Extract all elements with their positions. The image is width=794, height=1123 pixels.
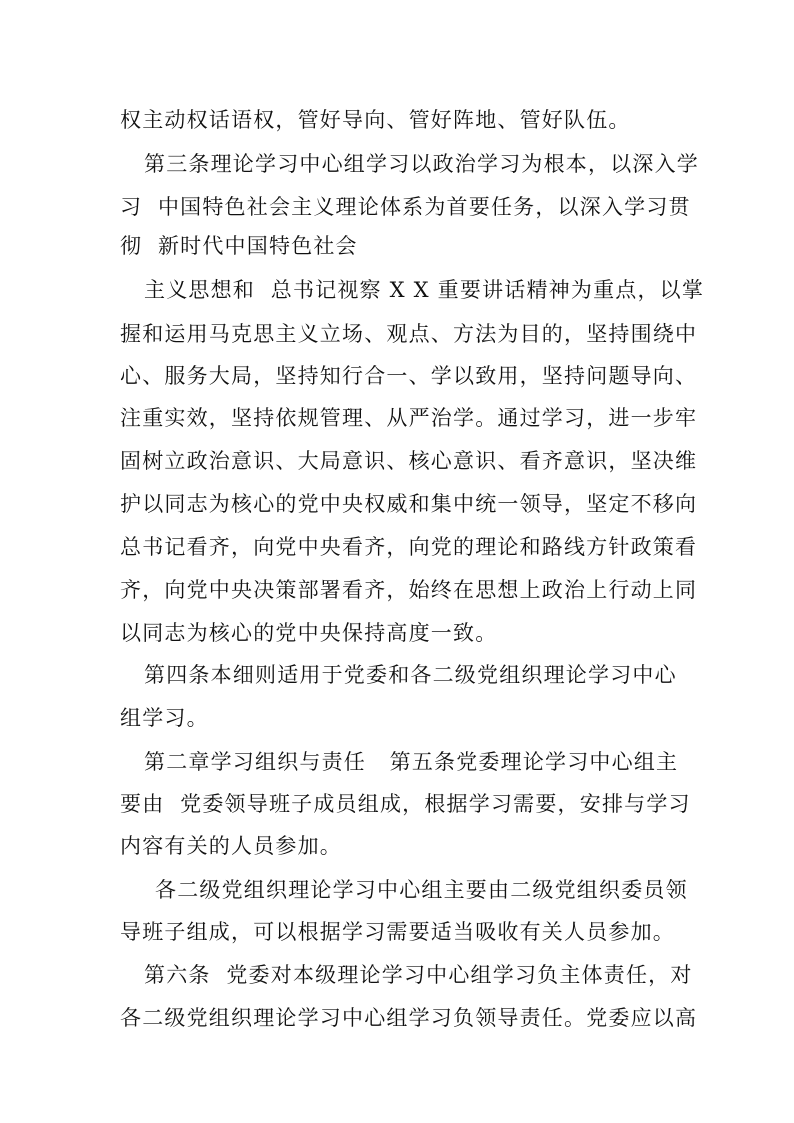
text-line: 内容有关的人员参加。: [120, 834, 342, 858]
text-line: 第四条本细则适用于党委和各二级党组织理论学习中心: [144, 663, 677, 687]
text-line: 护以同志为核心的党中央权威和集中统一领导，坚定不移向: [120, 492, 698, 516]
text-line: 以同志为核心的党中央保持高度一致。: [120, 621, 498, 645]
text-line: 总书记看齐，向党中央看齐，向党的理论和路线方针政策看: [120, 535, 698, 559]
text-line: 权主动权话语权，管好导向、管好阵地、管好队伍。: [120, 108, 631, 132]
text-line: 要由 党委领导班子成员组成，根据学习需要，安排与学习: [120, 792, 691, 816]
text-line: 第六条 党委对本级理论学习中心组学习负主体责任，对: [144, 963, 693, 987]
text-line: 导班子组成，可以根据学习需要适当吸收有关人员参加。: [120, 920, 675, 944]
text-line: 握和运用马克思主义立场、观点、方法为目的，坚持围绕中: [120, 322, 698, 346]
text-line: 固树立政治意识、大局意识、核心意识、看齐意识，坚决维: [120, 449, 698, 473]
text-line: 各二级党组织理论学习中心组主要由二级党组织委员领: [155, 878, 688, 902]
text-line: 组学习。: [120, 706, 209, 730]
text-line: 注重实效，坚持依规管理、从严治学。通过学习，进一步牢: [120, 406, 698, 430]
text-line: 习 中国特色社会主义理论体系为首要任务，以深入学习贯: [120, 195, 691, 219]
text-line: 第二章学习组织与责任 第五条党委理论学习中心组主: [144, 750, 679, 774]
text-line: 各二级党组织理论学习中心组学习负领导责任。党委应以高: [120, 1006, 698, 1030]
text-line: 心、服务大局，坚持知行合一、学以致用，坚持问题导向、: [120, 364, 698, 388]
text-line: 齐，向党中央决策部署看齐，始终在思想上政治上行动上同: [120, 578, 698, 602]
text-line: 彻 新时代中国特色社会: [120, 234, 358, 258]
text-line: 第三条理论学习中心组学习以政治学习为根本，以深入学: [144, 152, 699, 176]
text-line: 主义思想和 总书记视察 X X 重要讲话精神为重点，以掌: [144, 278, 705, 302]
